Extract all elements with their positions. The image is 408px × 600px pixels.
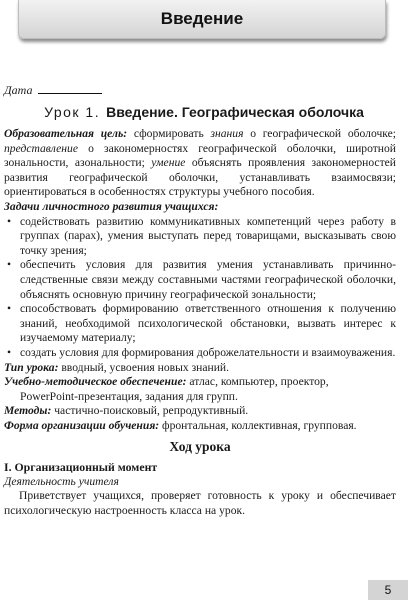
lesson-type	[4, 361, 396, 376]
tasks-list	[4, 215, 396, 361]
list-item: • обеспечить условия для развития умения устанавливать причинно-следственные связи между составными частями географической оболочки, объяснять основную причину географической зональности;	[20, 258, 396, 302]
course-title: Ход урока	[169, 439, 231, 455]
date-label: Дата	[4, 83, 33, 97]
lesson-name: Введение. Географическая оболочка	[106, 104, 364, 120]
list-item: • создать условия для формирования доброжелательности и взаимоуважения.	[20, 346, 396, 361]
activity-text: Приветствует учащихся, проверяет готовность к уроку и обеспечивает психологическую настроенность класса на урок.	[4, 489, 396, 517]
goal-emph-2: представление	[4, 141, 78, 155]
tasks-heading	[4, 200, 396, 215]
goal-text-2: о географической оболочке;	[243, 127, 397, 140]
list-item: • содействовать развитию коммуникативных компетенций через работу в группах (парах), умения выступать перед товарищами, высказывать свою точку зрения;	[20, 215, 396, 259]
date-line	[4, 83, 102, 98]
materials-value: атлас, компьютер, проектор,	[186, 375, 329, 389]
section-heading: I. Организационный момент	[4, 460, 158, 475]
type-label: Тип урока:	[4, 360, 59, 374]
type-value: вводный, усвоения новых знаний.	[58, 360, 230, 374]
methods-label: Методы:	[4, 404, 52, 418]
lesson-materials	[4, 375, 396, 390]
goal-label: Образовательная цель:	[4, 127, 128, 140]
goal-text-1: сформировать	[127, 127, 211, 140]
list-item: • способствовать формированию ответственного отношения к получению знаний, необходимой психологической обстановки, вызвать интерес к изучаемому материалу;	[20, 302, 396, 346]
lesson-content	[4, 127, 396, 518]
form-label: Форма организации обучения:	[4, 418, 160, 432]
lesson-methods	[4, 404, 396, 419]
lesson-form	[4, 419, 396, 434]
lesson-title	[0, 104, 408, 120]
chapter-title: Введение	[160, 9, 244, 28]
goal-emph-1: знания	[210, 127, 244, 140]
goal-text-3: о закономерностях географической оболочки, широтной зональности, азональности;	[4, 141, 396, 170]
lesson-materials-cont: PowerPoint-презентация, задания для групп.	[20, 389, 238, 403]
page-number: 5	[368, 580, 408, 600]
materials-label: Учебно-методическое обеспечение:	[4, 375, 187, 389]
goal-emph-3: умение	[151, 156, 186, 170]
activity-heading: Деятельность учителя	[4, 474, 119, 488]
chapter-header	[18, 0, 386, 39]
goal-text-4: объяснять проявления закономерностей развития географической оболочки, устанавливать взаимосвязи; ориентироваться в особенностях структуры учебного пособия.	[4, 156, 396, 199]
date-blank-line	[38, 83, 102, 94]
form-value: фронтальная, коллективная, групповая.	[159, 418, 357, 432]
lesson-number: Урок 1.	[44, 104, 101, 120]
tasks-label: Задачи личностного развития учащихся:	[4, 199, 219, 213]
methods-value: частично-поисковый, репродуктивный.	[51, 404, 249, 418]
educational-goal	[4, 127, 396, 200]
